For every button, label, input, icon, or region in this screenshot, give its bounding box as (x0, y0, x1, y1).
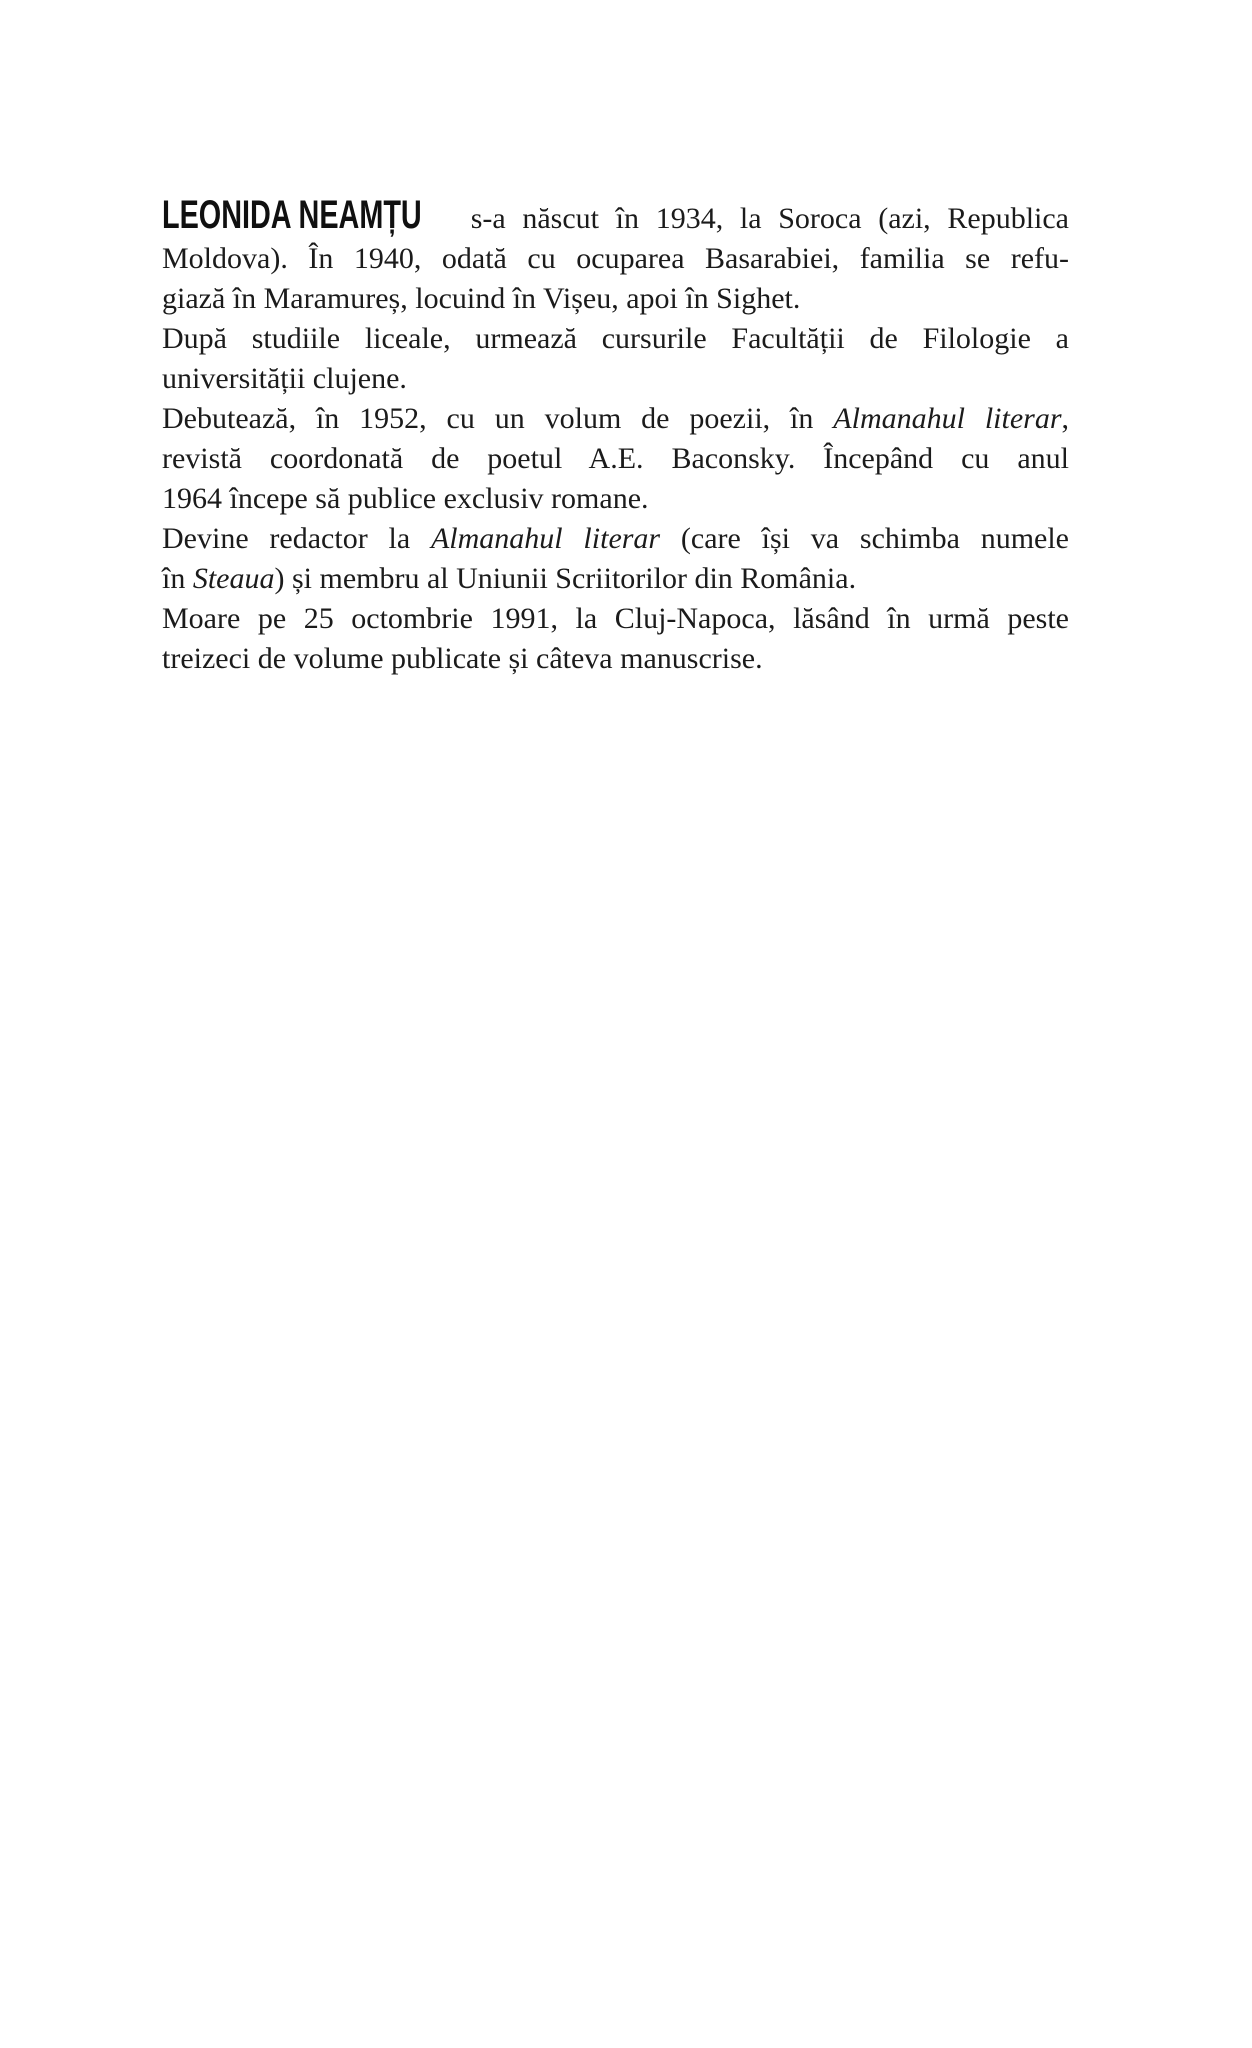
text-line (162, 195, 1069, 239)
text-run: Debutează, în 1952, cu un volum de poezii, în (162, 402, 834, 435)
text-line (162, 439, 1069, 479)
author-name-text: LEONIDA NEAMȚU (162, 193, 422, 237)
text-run: ) și membru al Uniunii Scriitorilor din România. (274, 562, 857, 595)
text-run: Moare pe 25 octombrie 1991, la Cluj-Napoca, lăsând în urmă peste (162, 602, 1069, 635)
text-run: (care își va schimba numele (660, 522, 1069, 555)
text-run: s-a născut în 1934, la Soroca (azi, Republica (454, 202, 1069, 235)
text-line (162, 399, 1069, 439)
text-run: Moldova). În 1940, odată cu ocuparea Basarabiei, familia se refu- (162, 242, 1069, 275)
italic-text-run: Steaua (192, 562, 275, 595)
text-run: După studiile liceale, urmează cursurile Facultății de Filologie a (162, 322, 1069, 355)
text-line (162, 279, 1069, 319)
text-run: revistă coordonată de poetul A.E. Baconsky. Începând cu anul (162, 442, 1069, 475)
text-line (162, 559, 1069, 599)
italic-text-run: Almanahul literar (430, 522, 661, 555)
text-line (162, 319, 1069, 359)
text-line (162, 639, 1069, 679)
bio-text-block (162, 195, 1069, 679)
text-run: 1964 începe să publice exclusiv romane. (162, 482, 649, 515)
italic-text-run: Almanahul literar (833, 402, 1062, 435)
text-run: treizeci de volume publicate și câteva manuscrise. (162, 642, 763, 675)
text-line (162, 359, 1069, 399)
text-line (162, 479, 1069, 519)
text-run: giază în Maramureș, locuind în Vișeu, apoi în Sighet. (162, 282, 801, 315)
text-run: , (1061, 402, 1069, 435)
text-line (162, 239, 1069, 279)
text-run: Devine redactor la (162, 522, 431, 555)
text-line (162, 599, 1069, 639)
text-run: în (162, 562, 193, 595)
author-name (162, 195, 454, 239)
text-run: universității clujene. (162, 362, 407, 395)
text-line (162, 519, 1069, 559)
